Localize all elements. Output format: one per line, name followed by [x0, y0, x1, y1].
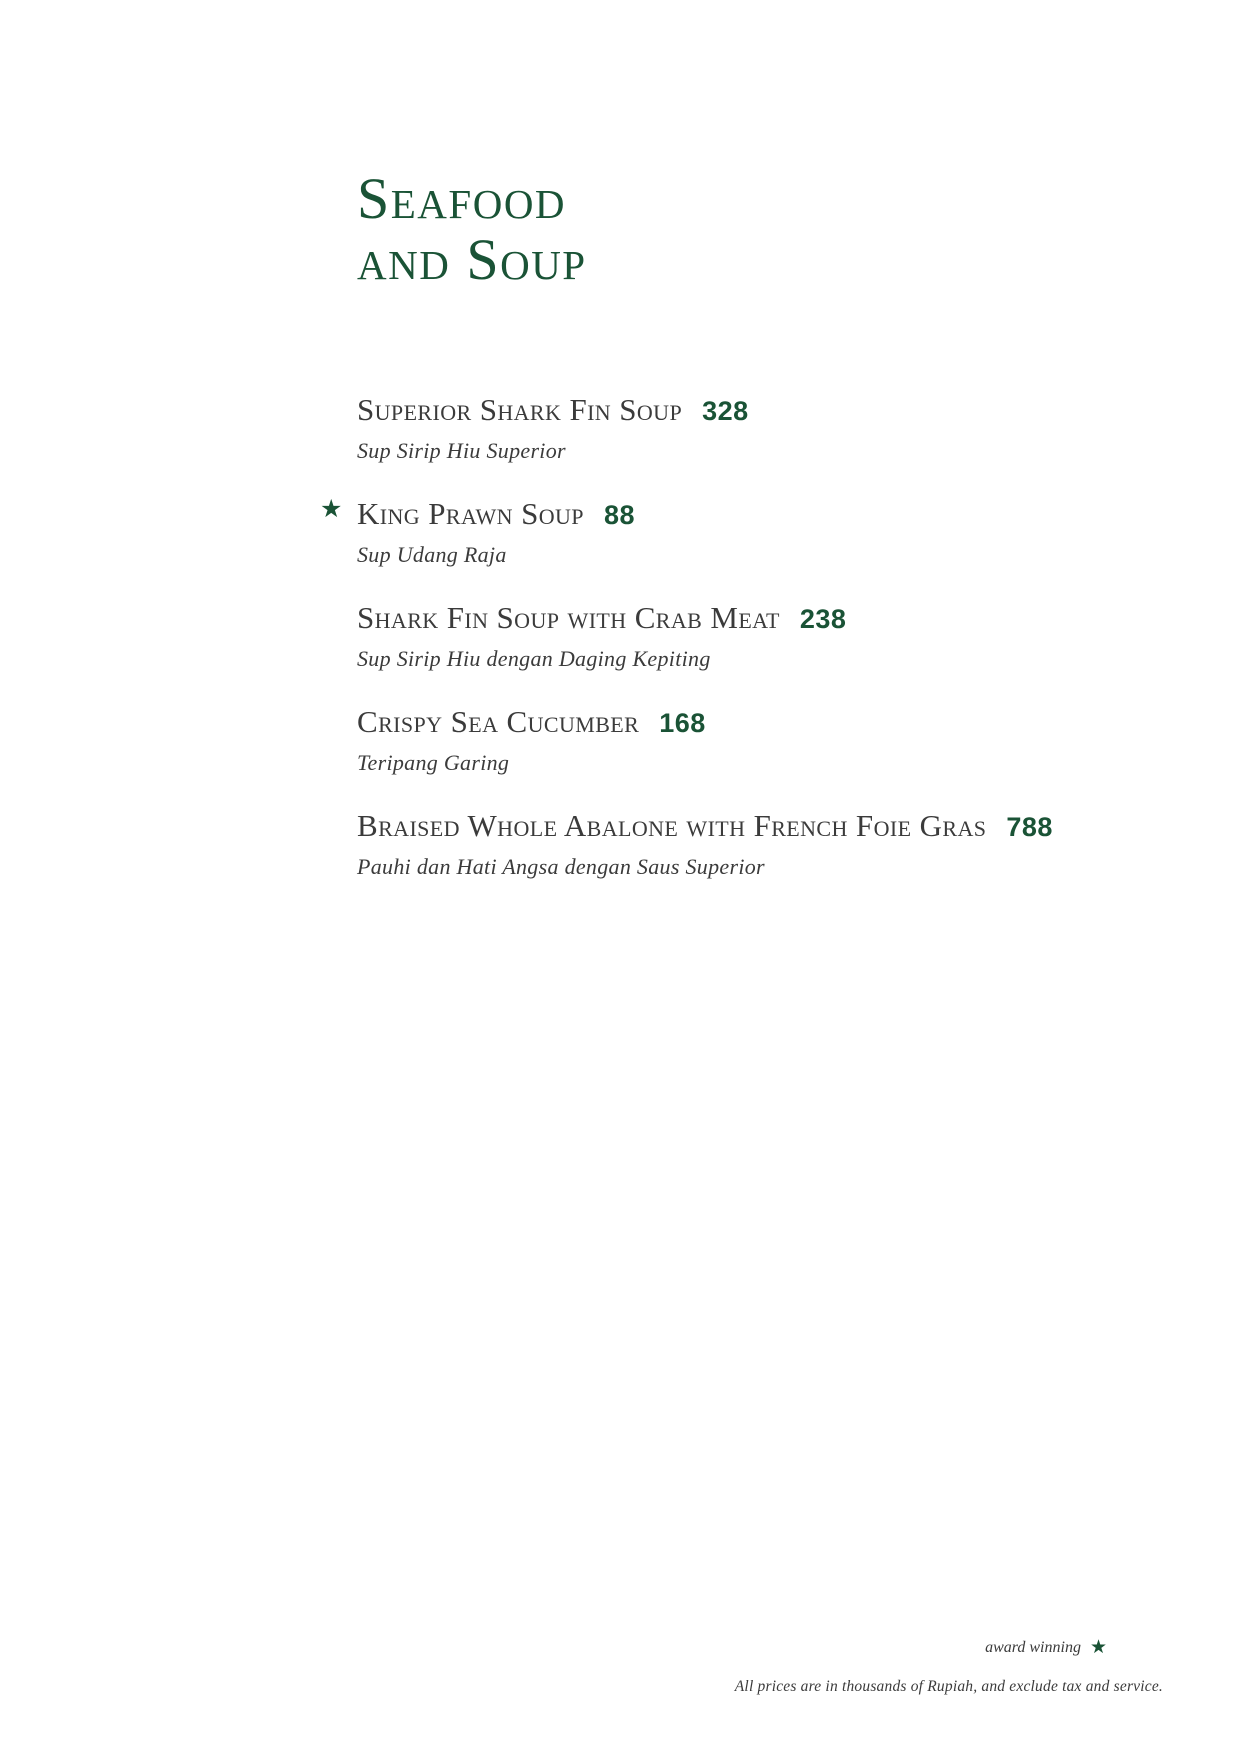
menu-item: [357, 598, 1053, 674]
item-price: 88: [603, 500, 635, 530]
menu-item: [357, 702, 1053, 778]
menu-item-list: [320, 390, 1053, 910]
menu-item: [320, 494, 1053, 570]
page-title-line-1: Seafood: [357, 166, 567, 231]
item-translation: Sup Sirip Hiu dengan Daging Kepiting: [357, 646, 711, 671]
item-line: [357, 390, 1053, 436]
item-line: [357, 702, 1053, 748]
item-line: [357, 598, 1053, 644]
item-translation: Teripang Garing: [357, 750, 510, 775]
item-name: Superior Shark Fin Soup: [357, 392, 683, 427]
pricing-note: All prices are in thousands of Rupiah, and exclude tax and service.: [734, 1678, 1163, 1695]
item-name: Crispy Sea Cucumber: [357, 704, 640, 739]
page-title-line-2: and Soup: [357, 227, 587, 292]
award-winning-legend: [985, 1638, 1107, 1658]
item-name: Braised Whole Abalone with French Foie Gras: [357, 808, 987, 843]
item-line: [357, 494, 1053, 540]
menu-item: [357, 806, 1053, 882]
item-translation: Sup Sirip Hiu Superior: [357, 438, 566, 463]
item-price: 328: [702, 396, 749, 426]
item-price: 168: [659, 708, 706, 738]
item-name: Shark Fin Soup with Crab Meat: [357, 600, 780, 635]
page-title: [357, 168, 587, 290]
item-translation: Sup Udang Raja: [357, 542, 507, 567]
item-price: 788: [1006, 812, 1053, 842]
menu-item: [357, 390, 1053, 466]
award-star-icon: ★: [1089, 1637, 1107, 1658]
item-price: 238: [799, 604, 847, 634]
item-translation: Pauhi dan Hati Angsa dengan Saus Superior: [357, 854, 765, 879]
award-star-icon: ★: [320, 496, 343, 523]
item-line: [357, 806, 1053, 852]
award-winning-label: award winning: [985, 1639, 1081, 1656]
item-name: King Prawn Soup: [357, 496, 584, 531]
